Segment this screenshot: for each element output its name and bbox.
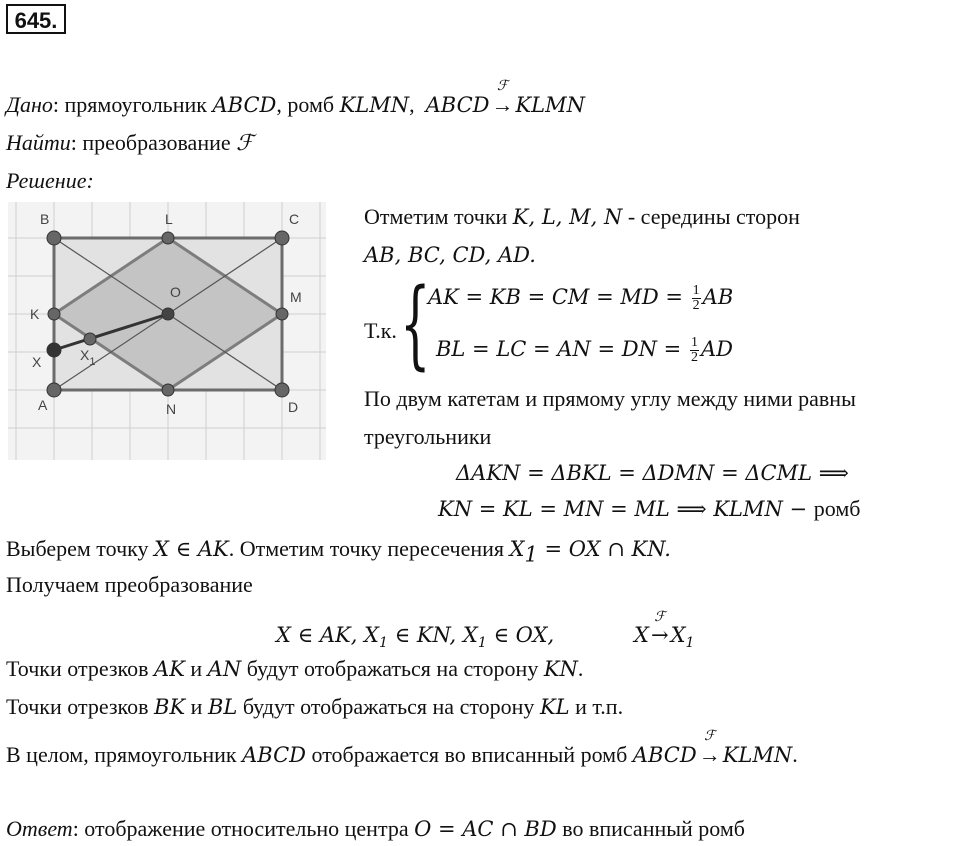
label-d: D: [288, 399, 299, 415]
text-line-13: Точки отрезков BK и BL будут отображаться на сторону KL и т.п.: [6, 694, 624, 719]
solution-label: Решение:: [6, 168, 94, 193]
label-l: L: [165, 211, 173, 227]
given-label: Дано: [6, 92, 53, 117]
text-line-8: KN = KL = MN = ML ⟹ KLMN − ромб: [438, 496, 861, 521]
text-line-11-map: X ℱ $\to X_1$: [634, 609, 695, 652]
point-b: [47, 231, 61, 245]
text-line-2: AB, BC, CD, AD.: [364, 243, 536, 267]
point-o: [162, 308, 174, 320]
label-b: B: [40, 211, 50, 227]
point-n: [162, 384, 174, 396]
point-x: [47, 343, 61, 357]
text-line-12: Точки отрезков AK и AN будут отображаться на сторону KN.: [6, 656, 584, 681]
label-x: X: [32, 354, 42, 370]
problem-number: 645.: [6, 4, 66, 34]
point-k: [48, 308, 60, 320]
tk-label: Т.к.: [364, 318, 397, 343]
point-m: [276, 308, 288, 320]
label-o: O: [170, 284, 181, 300]
label-x1: $X_1$: [80, 347, 96, 368]
given-line: Дано: прямоугольник ABCD, ромб KLMN, ABCD ℱ →KLMN: [6, 79, 585, 117]
text-line-9: Выберем точку X ∈ AK. Отметим точку пересечения $X_1$ = OX ∩ KN.: [6, 536, 671, 567]
answer-line: Ответ: отображение относительно центра O = AC ∩ BD во вписанный ромб: [6, 816, 745, 841]
text-line-6: треугольники: [364, 424, 492, 449]
point-d: [275, 383, 289, 397]
text-line-7: ΔAKN = ΔBKL = ΔDMN = ΔCML ⟹: [456, 461, 849, 485]
find-line: Найти: преобразование ℱ: [6, 130, 254, 155]
mapping-arrow: ℱ →: [491, 79, 514, 117]
text-line-10: Получаем преобразование: [6, 572, 253, 597]
find-label: Найти: [6, 130, 71, 155]
label-k: K: [30, 306, 40, 322]
label-a: A: [38, 397, 48, 413]
geometry-figure: [8, 202, 326, 460]
equation-2: BL = LC = AN = DN = $\frac{1}{2}$ AD: [436, 335, 733, 366]
label-n: N: [166, 401, 177, 417]
point-a: [47, 383, 61, 397]
text-line-11: X ∈ AK, $X_1$ ∈ KN, $X_1$ ∈ OX,: [276, 623, 555, 652]
system-brace: {: [400, 268, 431, 380]
point-l: [162, 232, 174, 244]
answer-label: Ответ: [6, 816, 73, 841]
label-c: C: [289, 211, 300, 227]
text-line-14: В целом, прямоугольник ABCD отображается во вписанный ромб ABCD ℱ →KLMN.: [6, 729, 798, 767]
text-line-1: Отметим точки K, L, M, N - середины сторон: [364, 204, 800, 229]
point-c: [275, 231, 289, 245]
equation-1: AK = KB = CM = MD = $\frac{1}{2}$ AB: [428, 283, 734, 314]
label-m: M: [290, 289, 302, 305]
point-x1: [84, 333, 96, 345]
text-line-5: По двум катетам и прямому углу между ними равны: [364, 386, 856, 411]
